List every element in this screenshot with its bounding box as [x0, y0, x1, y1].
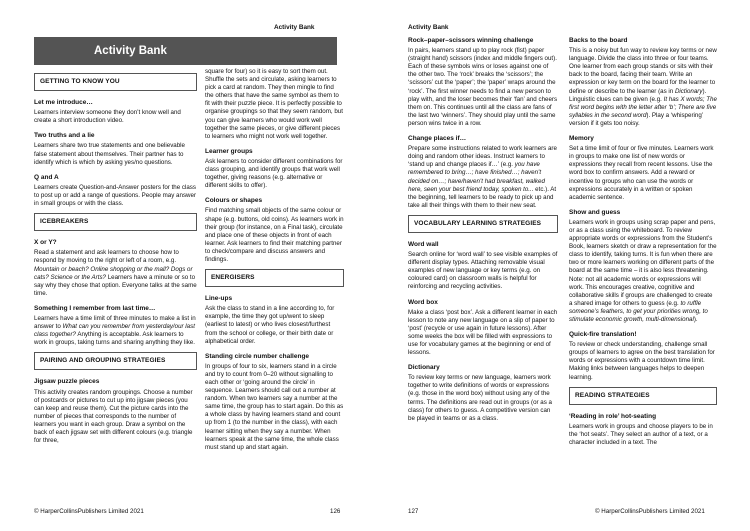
activity-title: ‘Reading in role’ hot-seating	[569, 412, 657, 420]
activity-title: Word wall	[408, 240, 439, 248]
activity-title: Colours or shapes	[205, 197, 263, 205]
activity-text: Ask learners to consider different combinations for class grouping, and identify groups that work well together, giving reasons (e.g. alternative or different skills to offer).	[205, 157, 343, 190]
left-column-2	[205, 68, 344, 456]
activity-title: Change places if…	[408, 135, 467, 143]
activity-title: Learner groups	[205, 147, 253, 155]
activity-title: X or Y?	[34, 239, 57, 247]
section-heading-icebreakers: ICEBREAKERS	[34, 213, 197, 231]
left-column-1	[34, 37, 197, 449]
running-head: Activity Bank	[274, 24, 315, 31]
activity-text: Learners have a time limit of three minutes to make a list in answer to What can you remember from yesterday/our last class together? Anything is acceptable. Ask learners to work in groups, taking turns and sharing anything they like.	[34, 314, 196, 347]
activity-title: Line-ups	[205, 295, 233, 303]
running-head: Activity Bank	[408, 24, 449, 31]
activity-title: Let me introduce…	[34, 99, 93, 107]
activity-text: square for four) so it is easy to sort them out. Shuffle the sets and circulate, asking learners to pick a card at random. They then mingle to find the others that have the same symbol as them to fit with their puzzle piece. It is perfectly possible to organise groupings so that they seem random, but you can give learners who would work well together the same pieces, or give different pieces to learners who might not work well together.	[205, 68, 343, 140]
activity-text: To review key terms or new language, learners work together to write definitions of words or expressions (e.g. those in the word box) without using any of the terms. The definitions are read out in groups (or as a class) for others to guess. A competitive version can be played in teams or as a class.	[408, 374, 552, 422]
activity-text: Read a statement and ask learners to choose how to respond by moving to the right or left of a room, e.g. Mountain or beach? Online shopping or the mall? Dogs or cats? Science or the Arts? Learners have a minute or so to say why they chose that option. Everyone talks at the same time.	[34, 249, 197, 297]
activity-title: Quick-fire translation!	[569, 331, 637, 339]
activity-text: Ask the class to stand in a line according to, for example, the time they got up/went to sleep (earliest to latest) or who lives closest/furthest from the school or college, or their birth date or alphabetical order.	[205, 305, 335, 345]
activity-text: Set a time limit of four or five minutes. Learners work in groups to make one list of new words or expressions they recall from recent lessons. Use the word box to confirm answers. Add a reward or incentive to groups who can use the words or expressions accurately in a written or spoken academic sentence.	[569, 145, 714, 201]
banner-title: Activity Bank	[34, 37, 337, 65]
right-column-2	[569, 37, 717, 451]
activity-text: Learners interview someone they don’t know well and create a short introduction video.	[34, 109, 181, 125]
section-heading-pairing-grouping: PAIRING AND GROUPING STRATEGIES	[34, 352, 197, 370]
activity-title: Dictionary	[408, 364, 440, 372]
activity-text: Find matching small objects of the same colour or shape (e.g. buttons, old coins). As learners work in their group (for instance, on a Final task), circulate and place one of these objects in front of each learner. Ask learners to find their matching partner to check/compare and discuss answers and findings.	[205, 207, 344, 263]
activity-text: Learners create Question-and-Answer posters for the class to post up or add a range of questions. People may answer in small groups or with the class.	[34, 183, 197, 208]
activity-text: Make a class ‘post box’. Ask a different learner in each lesson to note any new language on a slip of paper to ‘post’ (recycle or use again in future lessons). After some weeks the box will be filled with expressions to use for vocabulary games at the beginning or end of lessons.	[408, 308, 558, 357]
activity-text: Prepare some instructions related to work learners are doing and random other ideas. Instruct learners to ‘stand up and change places if…’ (e.g. you have remembered to bring…; have finished…; haven’t decided on…; have/haven’t had breakfast, walked here, seen your best friend today, spoken to... etc.). At the beginning, tell learners to be ready to pick up and take all their things with them to their new seat.	[408, 145, 557, 209]
activity-text: Learners work in groups using scrap paper and pens, or as a class using the whiteboard. To review appropriate words or expressions from the Student’s Book, learners sketch or draw a representation for the class to identify, taking turns. It is fun when there are two or more learners working on different parts of the board at the same time – it is also less threatening. Note: not all academic words or expressions will work. This encourages creative, cognitive and collaborative skills if groups are challenged to create a shared image for others to guess (e.g. to ruffle someone’s feathers, to get your priorities wrong, to stimulate economic growth, multi-dimensional).	[569, 218, 717, 323]
section-heading-reading: READING STRATEGIES	[569, 387, 717, 405]
section-heading-energisers: ENERGISERS	[205, 269, 344, 287]
activity-title: Jigsaw puzzle pieces	[34, 378, 100, 386]
section-heading-vocabulary: VOCABULARY LEARNING STRATEGIES	[408, 215, 558, 233]
activity-title: Backs to the board	[569, 37, 628, 44]
activity-title: Q and A	[34, 173, 59, 181]
page-number: 126	[330, 508, 341, 515]
footer-copyright: © HarperCollinsPublishers Limited 2021	[595, 508, 705, 515]
activity-text: Search online for ‘word wall’ to see visible examples of different display types. Attaching removable visual examples of new language or key terms (e.g. on coloured card) on classroom walls is helpful for reinforcing and recycling activities.	[408, 251, 558, 291]
activity-title: Something I remember from last time…	[34, 304, 156, 312]
footer-copyright: © HarperCollinsPublishers Limited 2021	[34, 508, 144, 515]
activity-text: In groups of four to six, learners stand in a circle and try to count from 0–20 without signalling to each other or ‘going around the circle’ in sequence. Learners should call out a number at random. When two learners say a number at the same time, the group has to start again. Do this as a whole class by having learners stand and count up from 1 (to the number in the class), with each learner sitting when they say a number. When learners speak at the same time, the whole class must stand up and start again.	[205, 362, 344, 451]
activity-title: Two truths and a lie	[34, 132, 95, 140]
section-heading-getting-to-know-you: GETTING TO KNOW YOU	[34, 73, 197, 91]
page-number: 127	[408, 508, 419, 515]
activity-title: Standing circle number challenge	[205, 352, 310, 360]
activity-text: This activity creates random groupings. Choose a number of postcards or pictures to cut up into jigsaw pieces (you can keep and reuse them). Cut the picture cards into the number of pieces that corresponds to the number of learners you want in each group. Draw a symbol on the back of each jigsaw set with different colours (e.g. triangle for three,	[34, 388, 193, 445]
right-column-1	[408, 37, 558, 427]
activity-title: Show and guess	[569, 208, 621, 216]
activity-text: This is a noisy but fun way to review key terms or new language. Divide the class into three or four teams. One learner from each group stands or sits with their back to the board, facing their team. Write an expression or key term on the board for the learner to define or describe to the learner (as in Dictionary). Linguistic clues can be given (e.g. It has X words; The first word begins with the letter after ‘b’; There are five syllables in the second word). Play a ‘whispering’ version if it gets too noisy.	[569, 47, 717, 127]
activity-text: Learners share two true statements and one believable false statement about themselves. Their partner has to identify which is which by asking yes/no questions.	[34, 142, 185, 166]
activity-title: Memory	[569, 135, 594, 143]
right-page	[375, 0, 750, 531]
activity-text: To review or check understanding, challenge small groups of learners to agree on the best translation for words or expressions with a countdown time limit. Making links between languages helps to deepen learning.	[569, 341, 715, 381]
activity-title: Rock–paper–scissors winning challenge	[408, 37, 534, 44]
activity-title: Word box	[408, 298, 438, 306]
activity-text: Learners work in groups and choose players to be in the ‘hot seats’. They select an author of a text, or a character included in a text. The	[569, 422, 713, 447]
activity-text: In pairs, learners stand up to play rock (fist) paper (straight hand) scissors (index and middle fingers out). Each of these symbols wins or loses against one of the other two. The ‘rock’ breaks the ‘scissors’; the ‘scissors’ cut the ‘paper’; the ‘paper’ wraps around the ‘rock’. The first winner needs to find a new person to play with, and the loser becomes their ‘fan’ and cheers them on. This continues until all the class are fans of the last two ‘winners’. They should play until the same person wins twice in a row.	[408, 47, 558, 127]
